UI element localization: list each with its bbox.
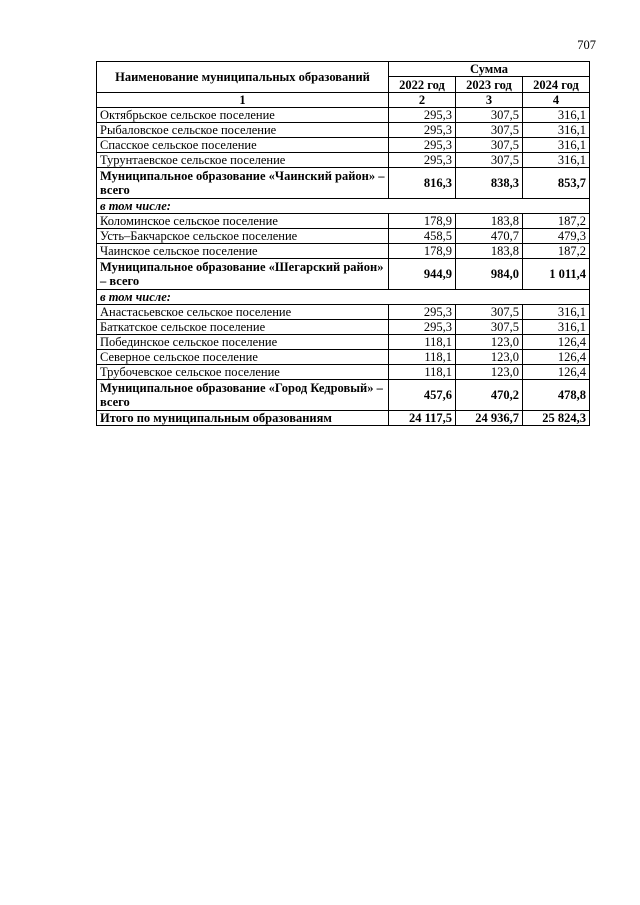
value-2022: 295,3 <box>389 305 456 320</box>
column-header-year: 2023 год <box>456 77 523 93</box>
settlement-name: Чаинское сельское поселение <box>97 244 389 259</box>
value-2022: 118,1 <box>389 365 456 380</box>
value-2023: 984,0 <box>456 259 523 290</box>
value-2022: 944,9 <box>389 259 456 290</box>
table-row <box>97 365 590 380</box>
value-2022: 816,3 <box>389 168 456 199</box>
value-2024: 187,2 <box>523 244 590 259</box>
value-2022: 295,3 <box>389 108 456 123</box>
subheading-including: в том числе: <box>97 290 590 305</box>
value-2023: 307,5 <box>456 138 523 153</box>
value-2024: 126,4 <box>523 365 590 380</box>
value-2024: 478,8 <box>523 380 590 411</box>
value-2022: 24 117,5 <box>389 411 456 426</box>
value-2022: 457,6 <box>389 380 456 411</box>
settlement-name: Спасское сельское поселение <box>97 138 389 153</box>
column-header-sum: Сумма <box>389 62 590 77</box>
column-header-year: 2024 год <box>523 77 590 93</box>
value-2023: 123,0 <box>456 365 523 380</box>
district-total-name: Муниципальное образование «Город Кедровый» – всего <box>97 380 389 411</box>
table-row <box>97 138 590 153</box>
value-2024: 1 011,4 <box>523 259 590 290</box>
settlement-name: Усть–Бакчарское сельское поселение <box>97 229 389 244</box>
value-2023: 183,8 <box>456 244 523 259</box>
table-row <box>97 335 590 350</box>
value-2022: 295,3 <box>389 123 456 138</box>
column-number: 1 <box>97 93 389 108</box>
grand-total-row <box>97 411 590 426</box>
table-row <box>97 320 590 335</box>
value-2024: 126,4 <box>523 335 590 350</box>
value-2023: 307,5 <box>456 108 523 123</box>
district-total-name: Муниципальное образование «Чаинский район» – всего <box>97 168 389 199</box>
column-header-name: Наименование муниципальных образований <box>97 62 389 93</box>
value-2023: 307,5 <box>456 123 523 138</box>
table-row <box>97 305 590 320</box>
value-2022: 118,1 <box>389 335 456 350</box>
table-row <box>97 123 590 138</box>
settlement-name: Октябрьское сельское поселение <box>97 108 389 123</box>
value-2023: 838,3 <box>456 168 523 199</box>
value-2024: 316,1 <box>523 138 590 153</box>
value-2023: 307,5 <box>456 305 523 320</box>
subheading-row <box>97 290 590 305</box>
value-2023: 123,0 <box>456 335 523 350</box>
settlement-name: Трубочевское сельское поселение <box>97 365 389 380</box>
value-2023: 307,5 <box>456 153 523 168</box>
table-row <box>97 108 590 123</box>
value-2022: 458,5 <box>389 229 456 244</box>
page-number: 707 <box>577 38 596 52</box>
value-2024: 316,1 <box>523 153 590 168</box>
table-row <box>97 229 590 244</box>
column-number: 4 <box>523 93 590 108</box>
value-2023: 123,0 <box>456 350 523 365</box>
district-total-name: Муниципальное образование «Шегарский район» – всего <box>97 259 389 290</box>
value-2022: 178,9 <box>389 244 456 259</box>
value-2022: 295,3 <box>389 320 456 335</box>
table-row <box>97 153 590 168</box>
value-2024: 316,1 <box>523 108 590 123</box>
district-total-row <box>97 380 590 411</box>
settlement-name: Северное сельское поселение <box>97 350 389 365</box>
table-row <box>97 244 590 259</box>
settlement-name: Баткатское сельское поселение <box>97 320 389 335</box>
value-2023: 307,5 <box>456 320 523 335</box>
value-2024: 187,2 <box>523 214 590 229</box>
value-2024: 479,3 <box>523 229 590 244</box>
table-row <box>97 350 590 365</box>
subheading-row <box>97 199 590 214</box>
value-2024: 126,4 <box>523 350 590 365</box>
budget-table <box>96 61 590 426</box>
value-2024: 25 824,3 <box>523 411 590 426</box>
settlement-name: Турунтаевское сельское поселение <box>97 153 389 168</box>
value-2022: 178,9 <box>389 214 456 229</box>
column-number: 3 <box>456 93 523 108</box>
value-2024: 316,1 <box>523 305 590 320</box>
value-2023: 183,8 <box>456 214 523 229</box>
settlement-name: Коломинское сельское поселение <box>97 214 389 229</box>
district-total-row <box>97 259 590 290</box>
subheading-including: в том числе: <box>97 199 590 214</box>
settlement-name: Анастасьевское сельское поселение <box>97 305 389 320</box>
district-total-row <box>97 168 590 199</box>
value-2024: 316,1 <box>523 320 590 335</box>
value-2023: 24 936,7 <box>456 411 523 426</box>
column-header-year: 2022 год <box>389 77 456 93</box>
table-row <box>97 214 590 229</box>
value-2024: 853,7 <box>523 168 590 199</box>
value-2022: 295,3 <box>389 153 456 168</box>
value-2022: 295,3 <box>389 138 456 153</box>
value-2024: 316,1 <box>523 123 590 138</box>
grand-total-name: Итого по муниципальным образованиям <box>97 411 389 426</box>
value-2023: 470,2 <box>456 380 523 411</box>
settlement-name: Рыбаловское сельское поселение <box>97 123 389 138</box>
value-2022: 118,1 <box>389 350 456 365</box>
settlement-name: Побединское сельское поселение <box>97 335 389 350</box>
value-2023: 470,7 <box>456 229 523 244</box>
column-number: 2 <box>389 93 456 108</box>
